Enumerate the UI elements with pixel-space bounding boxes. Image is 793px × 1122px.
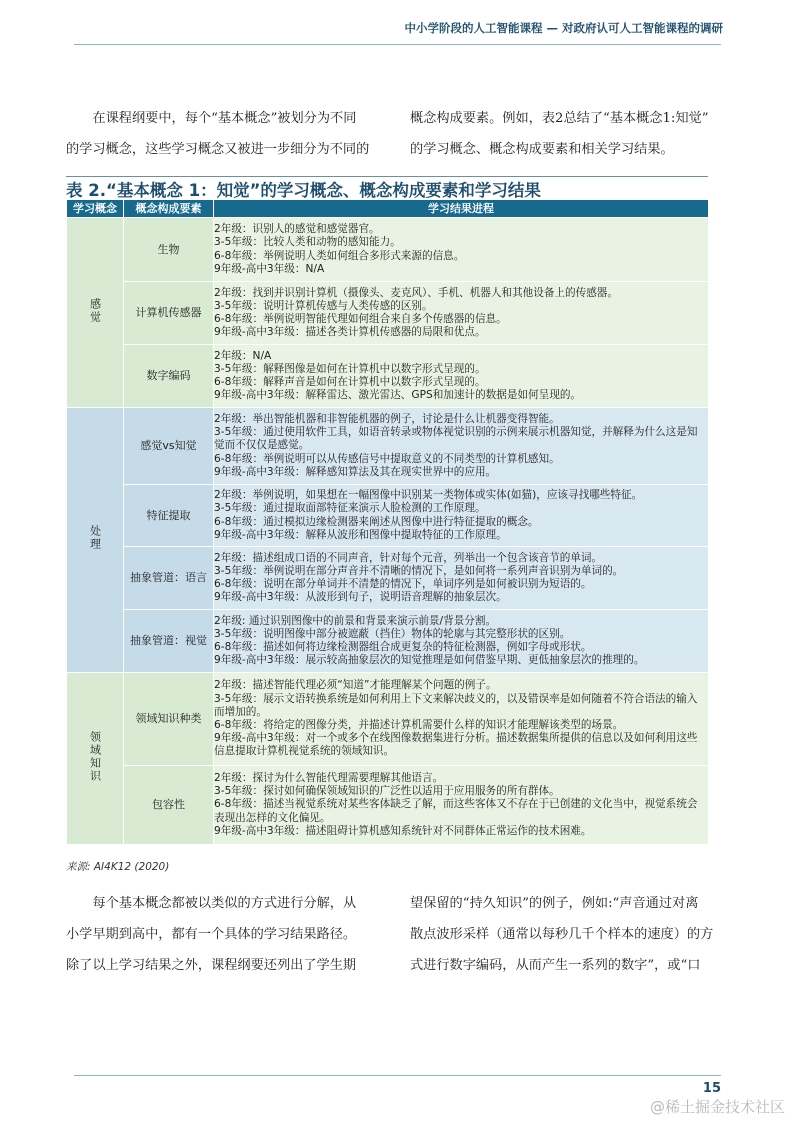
table-row [67,547,709,610]
element-cell: 数字编码 [124,345,214,408]
intro-right-line: 的学习概念、概念构成要素和相关学习结果。 [410,142,674,157]
body-left [66,888,386,981]
outcome-cell: 2年级：举例说明，如果想在一幅图像中识别某一类物体或实体(如猫)，应该寻找哪些特征。 3-5年级：通过提取面部特征来演示人脸检测的工作原理。 6-8年级：通过模拟边缘检测器来阐述从图像中进行特征提取的概念。 9年级-高中3年级：解释从波形和图像中提取特征的工作原理。 [214,485,709,547]
watermark: @稀土掘金技术社区 [649,1098,785,1116]
table-row [67,485,709,547]
header-element: 概念构成要素 [124,200,214,218]
body-left-line: 每个基本概念都被以类似的方式进行分解，从 [92,896,357,911]
learning-outcomes-table [66,199,709,845]
body-right-line: 式进行数字编码，从而产生一系列的数字”，或“口 [410,958,701,973]
table-row [67,673,709,766]
intro-left-line: 的学习概念，这些学习概念又被进一步细分为不同的 [66,142,370,157]
intro-left [66,103,376,165]
outcome-cell: 2年级：探讨为什么智能代理需要理解其他语言。 3-5年级：探讨如何确保领域知识的广泛性以适用于应用服务的所有群体。 6-8年级：描述当视觉系统对某些客体缺乏了解，而这些客体又不存在于已创建的文化当中，视觉系统会表现出怎样的文化偏见。 9年级-高中3年级：描述阻碍计算机感知系统针对不同群体正常运作的技术困难。 [214,766,709,845]
table-row [67,218,709,282]
outcome-cell: 2年级：找到并识别计算机（摄像头、麦克风）、手机、机器人和其他设备上的传感器。 3-5年级：说明计算机传感与人类传感的区别。 6-8年级：举例说明智能代理如何组合来自多个传感器的信息。 9年级-高中3年级：描述各类计算机传感器的局限和优点。 [214,282,709,345]
intro-left-line: 在课程纲要中，每个“基本概念”被划分为不同 [92,111,357,126]
element-cell: 计算机传感器 [124,282,214,345]
table-row [67,345,709,408]
table-row [67,282,709,345]
element-cell: 特征提取 [124,485,214,547]
body-left-line: 小学早期到高中，都有一个具体的学习结果路径。 [66,927,357,942]
table-source: 来源: AI4K12 (2020) [66,861,170,873]
intro-right [410,103,730,165]
outcome-cell: 2年级: 通过识别图像中的前景和背景来演示前景/背景分割。 3-5年级：说明图像中部分被遮蔽（挡住）物体的轮廓与其完整形状的区别。 6-8年级：描述如何将边缘检测器组合成更复杂的特征检测器，例如字母或形状。 9年级-高中3年级：展示较高抽象层次的知觉推理是如何借鉴早期、更低抽象层次的推理的。 [214,610,709,673]
table-row [67,766,709,845]
element-cell: 包容性 [124,766,214,845]
intro-right-line: 概念构成要素。例如，表2总结了“基本概念1:知觉” [410,111,709,126]
header-concept: 学习概念 [67,200,124,218]
table-title: 表 2.“基本概念 1：知觉”的学习概念、概念构成要素和学习结果 [66,181,541,200]
body-left-line: 除了以上学习结果之外，课程纲要还列出了学生期 [66,958,357,973]
body-right-line: 散点波形采样（通常以每秒几千个样本的速度）的方 [410,927,714,942]
element-cell: 领域知识种类 [124,673,214,766]
outcome-cell: 2年级：描述智能代理必须“知道”才能理解某个问题的例子。 3-5年级：展示文语转换系统是如何利用上下文来解决歧义的，以及错误率是如何随着不符合语法的输入而增加的。 6-8年级：将给定的图像分类，并描述计算机需要什么样的知识才能理解该类型的场景。 9年级-高中3年级：对一个或多个在线图像数据集进行分析。描述数据集所提供的信息以及如何利用这些信息提取计算机视觉系统的领域知识。 [214,673,709,766]
outcome-cell: 2年级：举出智能机器和非智能机器的例子，讨论是什么让机器变得智能。 3-5年级：通过使用软件工具，如语音转录或物体视觉识别的示例来展示机器知觉，并解释为什么这是知觉而不仅仅是感觉。 6-8年级：举例说明可以从传感信号中提取意义的不同类型的计算机感知。 9年级-高中3年级：解释感知算法及其在现实世界中的应用。 [214,408,709,485]
concept-cell-processing: 处理 [67,408,124,673]
header-rule [74,44,721,45]
outcome-cell: 2年级：识别人的感觉和感觉器官。 3-5年级：比较人类和动物的感知能力。 6-8年级：举例说明人类如何组合多形式来源的信息。 9年级-高中3年级：N/A [214,218,709,282]
body-right [410,888,735,981]
outcome-cell: 2年级：描述组成口语的不同声音，针对每个元音，列举出一个包含该音节的单词。 3-5年级：举例说明在部分声音并不清晰的情况下，是如何将一系列声音识别为单词的。 6-8年级：说明在部分单词并不清楚的情况下，单词序列是如何被识别为短语的。 9年级-高中3年级：从波形到句子，说明语音理解的抽象层次。 [214,547,709,610]
outcome-cell: 2年级：N/A 3-5年级：解释图像是如何在计算机中以数字形式呈现的。 6-8年级：解释声音是如何在计算机中以数字形式呈现的。 9年级-高中3年级：解释雷达、激光雷达、GPS和加速计的数据是如何呈现的。 [214,345,709,408]
element-cell: 抽象管道：语言 [124,547,214,610]
concept-cell-domain-knowledge: 领域知识 [67,673,124,845]
concept-cell-sensing: 感觉 [67,218,124,408]
footer-rule [74,1075,721,1076]
body-right-line: 望保留的“持久知识”的例子，例如:“声音通过对离 [410,896,699,911]
element-cell: 抽象管道：视觉 [124,610,214,673]
table-row [67,408,709,485]
table-header-row [67,200,709,218]
page-number: 15 [702,1081,721,1096]
running-header: 中小学阶段的人工智能课程 — 对政府认可人工智能课程的调研 [404,21,723,35]
header-outcomes: 学习结果进程 [214,200,709,218]
element-cell: 感觉vs知觉 [124,408,214,485]
element-cell: 生物 [124,218,214,282]
table-row [67,610,709,673]
